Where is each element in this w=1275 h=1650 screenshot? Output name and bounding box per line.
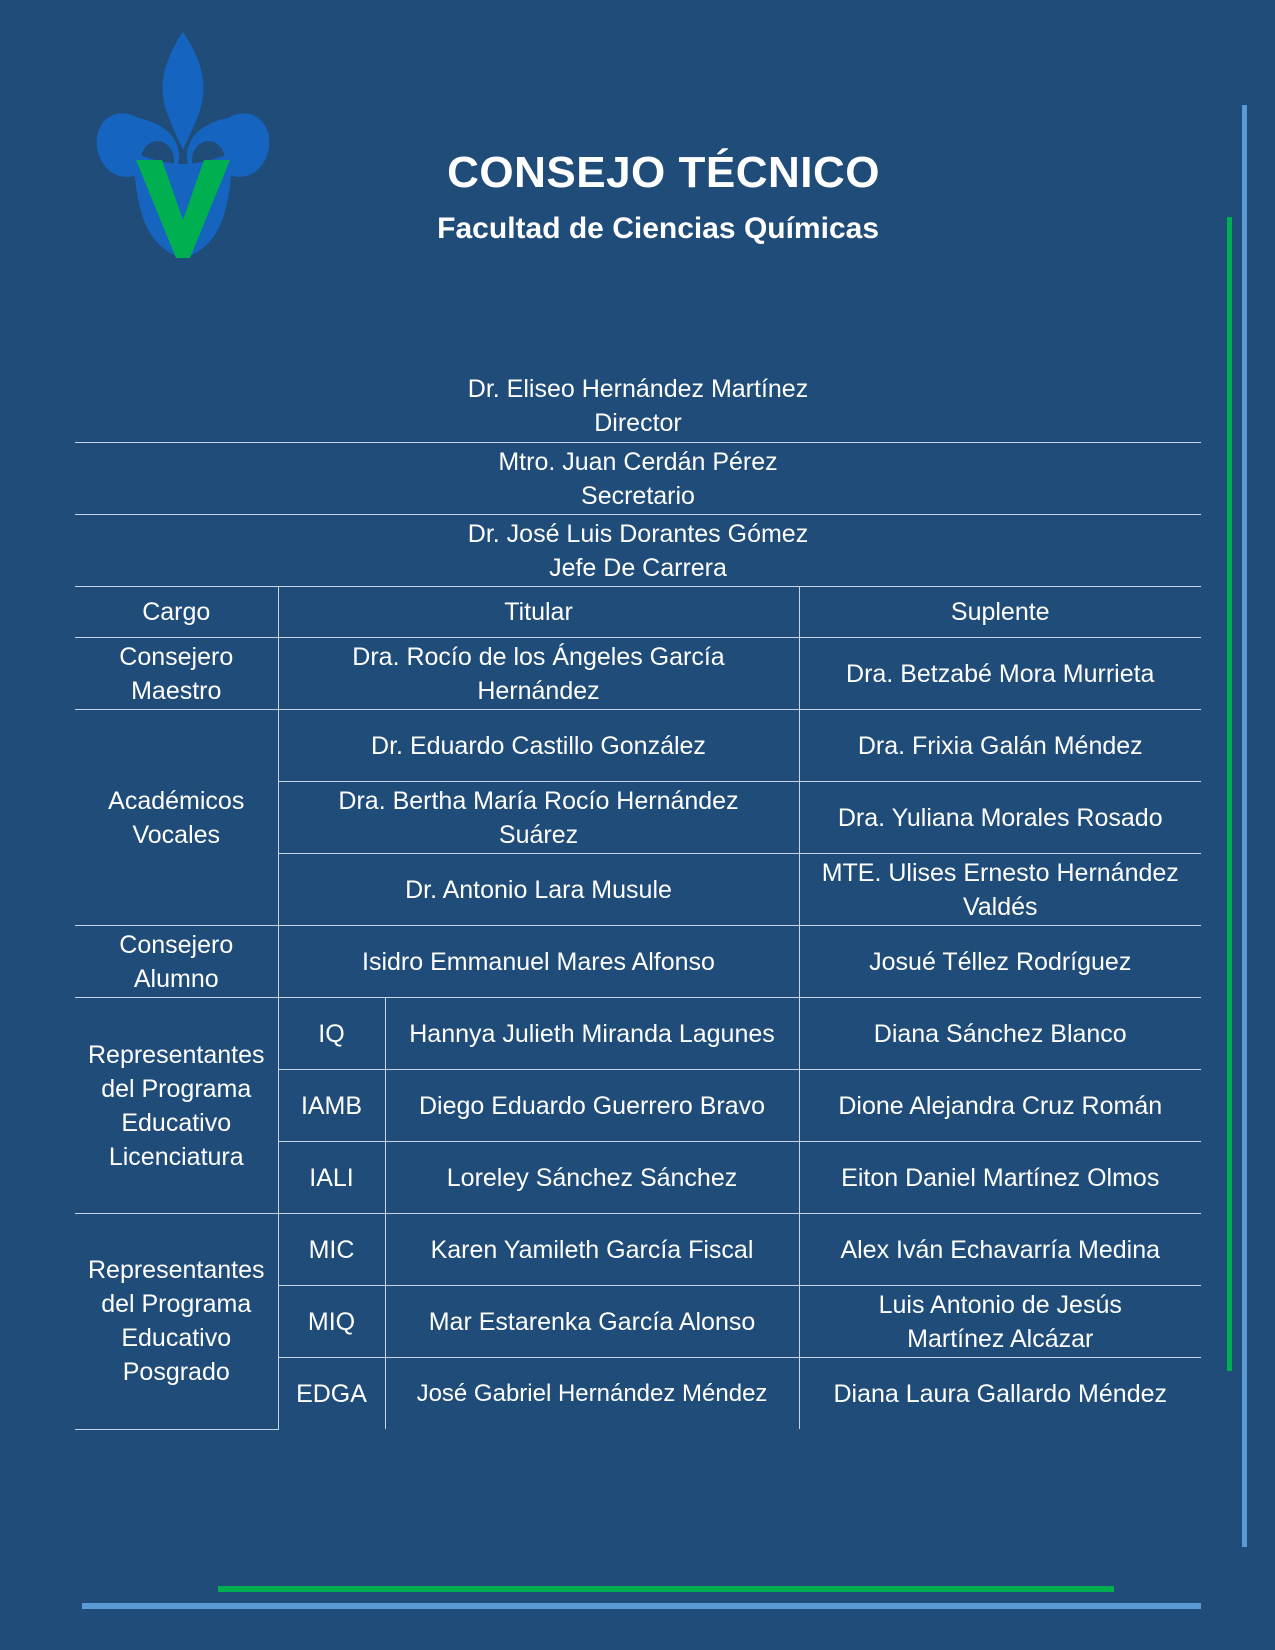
cargo-line: del Programa	[101, 1074, 252, 1103]
titular-cell: Karen Yamileth García Fiscal	[385, 1214, 799, 1286]
officer-role: Director	[594, 409, 682, 437]
cargo-cell	[75, 638, 278, 710]
decorative-line-bottom-blue	[82, 1603, 1201, 1609]
program-cell: EDGA	[278, 1358, 385, 1430]
titular-cell: Dr. Antonio Lara Musule	[278, 854, 799, 926]
cargo-line: Posgrado	[122, 1358, 230, 1387]
cargo-line: Consejero	[119, 930, 234, 959]
officer-name: Mtro. Juan Cerdán Pérez	[498, 447, 778, 476]
page-title: CONSEJO TÉCNICO	[447, 148, 880, 197]
titular-cell: Dr. Eduardo Castillo González	[278, 710, 799, 782]
cargo-line: Vocales	[132, 820, 221, 849]
page-subtitle: Facultad de Ciencias Químicas	[437, 212, 879, 245]
decorative-line-bottom-green	[218, 1586, 1114, 1592]
table-row-vocal	[75, 710, 1201, 782]
table-row-consejero-maestro	[75, 638, 1201, 710]
titular-cell: Mar Estarenka García Alonso	[385, 1286, 799, 1358]
suplente-cell: Dra. Betzabé Mora Murrieta	[799, 638, 1201, 710]
suplente-cell: Alex Iván Echavarría Medina	[799, 1214, 1201, 1286]
cargo-line: Maestro	[131, 676, 222, 705]
titular-cell: Hannya Julieth Miranda Lagunes	[385, 998, 799, 1070]
cargo-line: Alumno	[133, 964, 219, 993]
cargo-cell	[75, 710, 278, 926]
suplente-cell: Dione Alejandra Cruz Román	[799, 1070, 1201, 1142]
table-header-row	[75, 587, 1201, 638]
officer-row-jefe-carrera	[75, 515, 1201, 587]
titular-cell	[278, 638, 799, 710]
officer-row-director	[75, 360, 1201, 443]
cargo-line: Representantes	[87, 1040, 265, 1069]
program-cell: IAMB	[278, 1070, 385, 1142]
program-cell: IALI	[278, 1142, 385, 1214]
cargo-line: del Programa	[101, 1290, 252, 1319]
cargo-line: Educativo	[121, 1108, 232, 1137]
titular-line: Hernández	[477, 676, 600, 705]
decorative-line-right-green	[1227, 217, 1232, 1371]
cargo-line: Consejero	[119, 642, 234, 671]
decorative-line-right-blue	[1242, 105, 1247, 1547]
officer-cell	[75, 443, 1201, 515]
suplente-cell: Dra. Yuliana Morales Rosado	[799, 782, 1201, 854]
column-header-suplente: Suplente	[799, 587, 1201, 638]
program-cell: MIQ	[278, 1286, 385, 1358]
program-cell: IQ	[278, 998, 385, 1070]
cargo-line: Académicos	[108, 786, 245, 815]
suplente-cell: Diana Sánchez Blanco	[799, 998, 1201, 1070]
titular-cell: Isidro Emmanuel Mares Alfonso	[278, 926, 799, 998]
program-cell: MIC	[278, 1214, 385, 1286]
column-header-cargo: Cargo	[75, 587, 278, 638]
titular-cell: José Gabriel Hernández Méndez	[385, 1358, 799, 1430]
officer-name: Dr. José Luis Dorantes Gómez	[467, 519, 809, 548]
officer-cell	[75, 360, 1201, 443]
officer-name: Dr. Eliseo Hernández Martínez	[467, 375, 809, 403]
table-row-posgrado	[75, 1214, 1201, 1286]
table-row-consejero-alumno	[75, 926, 1201, 998]
cargo-cell	[75, 1214, 278, 1430]
cargo-cell	[75, 926, 278, 998]
suplente-cell: Josué Téllez Rodríguez	[799, 926, 1201, 998]
titular-cell: Loreley Sánchez Sánchez	[385, 1142, 799, 1214]
council-roster-table	[75, 360, 1201, 1430]
cargo-line: Licenciatura	[108, 1142, 244, 1171]
officer-cell	[75, 515, 1201, 587]
officer-row-secretario	[75, 443, 1201, 515]
suplente-cell: Diana Laura Gallardo Méndez	[799, 1358, 1201, 1430]
suplente-cell: MTE. Ulises Ernesto Hernández Valdés	[799, 854, 1201, 926]
officer-role: Secretario	[581, 481, 695, 510]
suplente-cell: Dra. Frixia Galán Méndez	[799, 710, 1201, 782]
cargo-line: Representantes	[87, 1256, 265, 1285]
titular-cell: Diego Eduardo Guerrero Bravo	[385, 1070, 799, 1142]
titular-line: Dra. Rocío de los Ángeles García	[352, 642, 725, 671]
suplente-cell: Luis Antonio de Jesús Martínez Alcázar	[799, 1286, 1201, 1358]
suplente-cell: Eiton Daniel Martínez Olmos	[799, 1142, 1201, 1214]
titular-cell: Dra. Bertha María Rocío Hernández Suárez	[278, 782, 799, 854]
column-header-titular: Titular	[278, 587, 799, 638]
cargo-line: Educativo	[121, 1324, 232, 1353]
officer-role: Jefe De Carrera	[549, 553, 727, 582]
cargo-cell	[75, 998, 278, 1214]
table-row-licenciatura	[75, 998, 1201, 1070]
